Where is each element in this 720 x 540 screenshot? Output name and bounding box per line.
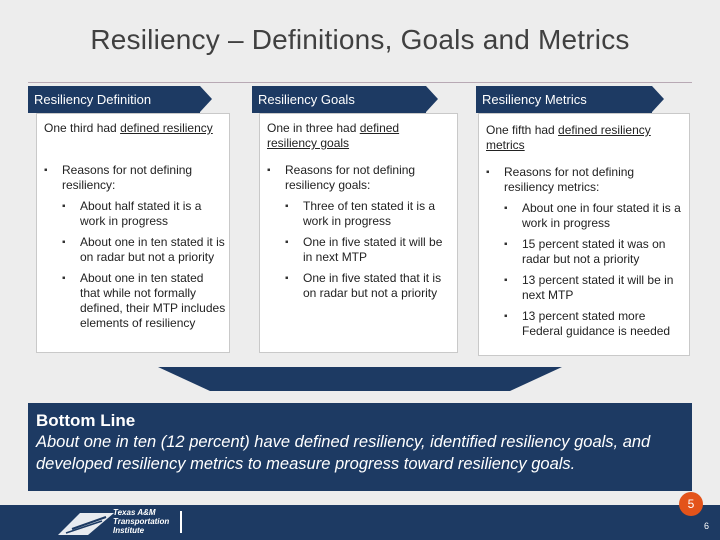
metrics-subbullet-list: [504, 201, 684, 339]
definition-subbullet-1: ▪ About half stated it is a work in progress: [62, 199, 226, 229]
definition-lead: [44, 121, 224, 136]
goals-subbullet-2: ▪ One in five stated it will be in next MTP: [285, 235, 453, 265]
definition-subbullet-list: [62, 199, 226, 331]
definition-lead-prefix: One third had: [44, 121, 121, 135]
metrics-subbullet-4: ▪ 13 percent stated more Federal guidance is needed: [504, 309, 684, 339]
tti-logo-icon: [58, 509, 114, 535]
column-header-metrics: Resiliency Metrics: [476, 86, 652, 113]
goals-lead-underlined: defined resiliency goals: [267, 121, 400, 150]
page-title: Resiliency – Definitions, Goals and Metrics: [90, 24, 630, 55]
definition-bullet: [44, 163, 226, 331]
definition-subbullet-3: ▪ About one in ten stated that while not formally defined, their MTP includes elements of resiliency: [62, 271, 226, 331]
metrics-bullet: [486, 165, 684, 339]
column-definition-panel: [36, 113, 230, 353]
title-divider: [28, 82, 692, 83]
footer-bar: [0, 505, 720, 540]
metrics-subbullet-3: ▪ 13 percent stated it will be in next MTP: [504, 273, 684, 303]
metrics-bullet-list: [486, 165, 684, 345]
column-goals-panel: [259, 113, 458, 353]
funnel-arrow: [150, 364, 570, 394]
goals-subbullet-1: ▪ Three of ten stated it is a work in progress: [285, 199, 453, 229]
tti-logo-text: Texas A&M Transportation Institute: [113, 508, 170, 535]
bottom-line-title: Bottom Line: [36, 411, 136, 430]
column-header-goals: Resiliency Goals: [252, 86, 426, 113]
goals-subbullet-3: ▪ One in five stated that it is on radar but not a priority: [285, 271, 453, 301]
page-number: 6: [704, 521, 710, 531]
metrics-lead-prefix: One fifth had: [486, 123, 559, 137]
column-header-definition: Resiliency Definition: [28, 86, 200, 113]
page-badge: 5: [679, 492, 703, 516]
definition-bullet-list: [44, 163, 226, 337]
metrics-subbullet-1: ▪ About one in four stated it is a work in progress: [504, 201, 684, 231]
definition-bullet-text: Reasons for not defining resiliency:: [62, 163, 193, 192]
metrics-lead-underlined: defined resiliency metrics: [486, 123, 651, 152]
metrics-subbullet-2: ▪ 15 percent stated it was on radar but not a priority: [504, 237, 684, 267]
goals-subbullet-list: [285, 199, 453, 301]
metrics-bullet-text: Reasons for not defining resiliency metrics:: [504, 165, 635, 194]
logo-divider: [180, 511, 182, 533]
goals-bullet-text: Reasons for not defining resiliency goals:: [285, 163, 416, 192]
column-metrics-panel: [478, 113, 690, 356]
definition-subbullet-2: ▪ About one in ten stated it is on radar but not a priority: [62, 235, 226, 265]
goals-bullet: [267, 163, 453, 301]
bottom-line-box: [28, 403, 692, 491]
bottom-line-text: About one in ten (12 percent) have defined resiliency, identified resiliency goals, and developed resiliency metrics to measure progress toward resiliency goals.: [36, 433, 651, 473]
metrics-lead: [486, 123, 686, 153]
goals-lead: [267, 121, 451, 151]
goals-lead-prefix: One in three had: [267, 121, 360, 135]
definition-lead-underlined: defined resiliency: [120, 121, 213, 135]
goals-bullet-list: [267, 163, 453, 307]
